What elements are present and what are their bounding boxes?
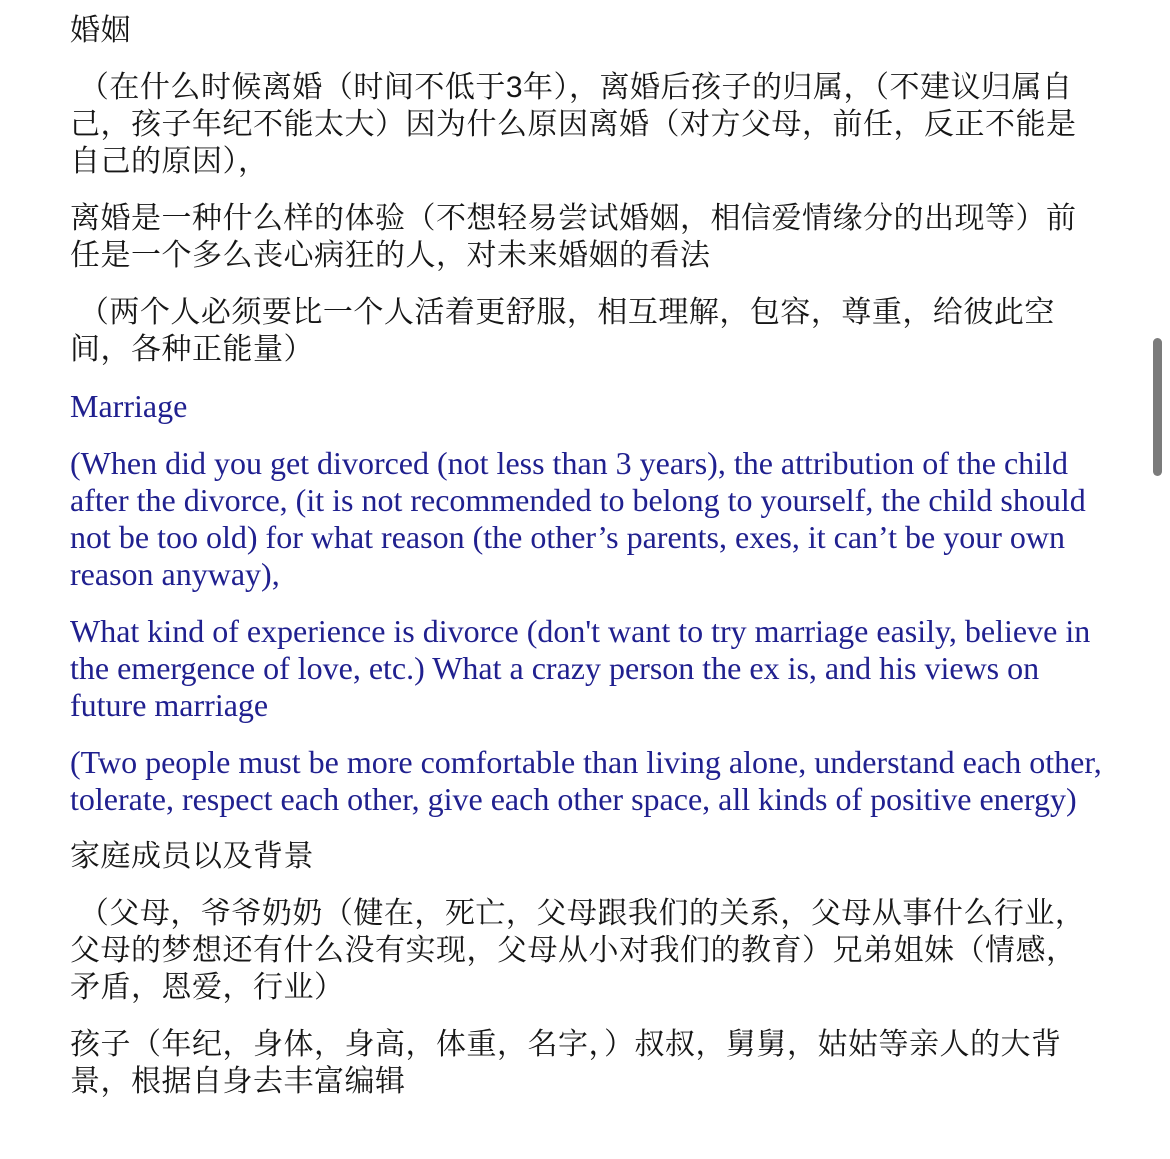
paragraph-divorce-conditions-en: (When did you get divorced (not less than 3 years), the attribution of the child after the divorce, (it is not recommended to belong to yourself, the child should not be too old) for what reason (the other’s parents, exes, it can’t be your own reason anyway),	[70, 445, 1094, 592]
section-heading-marriage-zh: 婚姻	[70, 14, 131, 47]
paragraph-divorce-experience-zh: 离婚是一种什么样的体验（不想轻易尝试婚姻，相信爱情缘分的出现等）前任是一个多么丧心病狂的人，对未来婚姻的看法	[70, 202, 1077, 272]
paragraph-two-people-en: (Two people must be more comfortable than living alone, understand each other, tolerate, respect each other, give each other space, all kinds of positive energy)	[70, 744, 1110, 817]
paragraph-parents-siblings-zh: （父母，爷爷奶奶（健在，死亡，父母跟我们的关系，父母从事什么行业，父母的梦想还有什么没有实现，父母从小对我们的教育）兄弟姐妹（情感，矛盾，恩爱，行业）	[70, 897, 1086, 1004]
vertical-scrollbar-thumb[interactable]	[1153, 338, 1162, 476]
paragraph-children-relatives-zh: 孩子（年纪，身体，身高，体重，名字，）叔叔，舅舅，姑姑等亲人的大背景，根据自身去丰富编辑	[70, 1028, 1062, 1098]
section-heading-marriage-en: Marriage	[70, 388, 188, 424]
paragraph-divorce-conditions-zh: （在什么时候离婚（时间不低于3年），离婚后孩子的归属，（不建议归属自己，孩子年纪不能太大）因为什么原因离婚（对方父母，前任，反正不能是自己的原因），	[70, 71, 1077, 178]
paragraph-divorce-experience-en: What kind of experience is divorce (don't want to try marriage easily, believe in the emergence of love, etc.) What a crazy person the ex is, and his views on future marriage	[70, 613, 1099, 723]
section-heading-family-zh: 家庭成员以及背景	[70, 840, 314, 873]
paragraph-two-people-zh: （两个人必须要比一个人活着更舒服，相互理解，包容，尊重，给彼此空间，各种正能量）	[70, 296, 1055, 366]
